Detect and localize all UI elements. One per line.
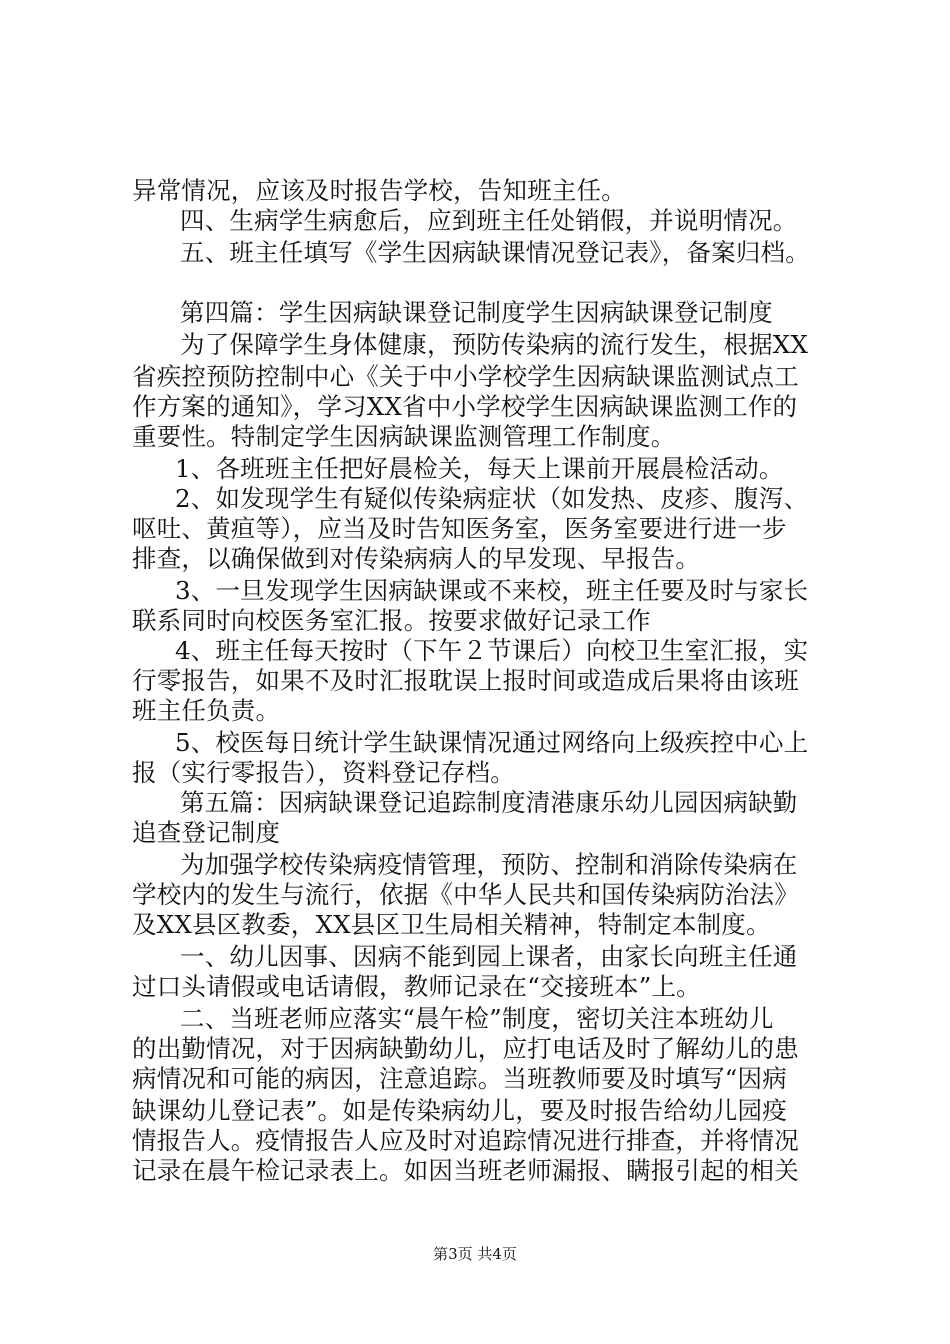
text-line: 4、班主任每天按时（下午２节课后）向校卫生室汇报，实 bbox=[175, 636, 809, 665]
text-line: 五、班主任填写《学生因病缺课情况登记表》，备案归档。 bbox=[180, 238, 810, 267]
text-line: 情报告人。疫情报告人应及时对追踪情况进行排查，并将情况 bbox=[132, 1126, 799, 1155]
text-line: 二、当班老师应落实“晨午检”制度，密切关注本班幼儿 bbox=[180, 1004, 774, 1033]
text-line: 记录在晨午检记录表上。如因当班老师漏报、瞒报引起的相关 bbox=[132, 1156, 799, 1185]
text-line: 1、各班班主任把好晨检关，每天上课前开展晨检活动。 bbox=[175, 454, 784, 483]
page-number-footer: 第3页 共4页 bbox=[433, 1245, 517, 1263]
text-line: 四、生病学生病愈后，应到班主任处销假，并说明情况。 bbox=[180, 206, 798, 235]
text-line: 班主任负责。 bbox=[132, 696, 281, 725]
section-heading-cont: 追查登记制度 bbox=[132, 818, 281, 847]
text-line: 省疾控预防控制中心《关于中小学校学生因病缺课监测试点工 bbox=[132, 362, 799, 391]
text-line: 为加强学校传染病疫情管理，预防、控制和消除传染病在 bbox=[180, 850, 798, 879]
text-line: 病情况和可能的病因，注意追踪。当班教师要及时填写“因病 bbox=[132, 1064, 787, 1093]
text-line: 联系同时向校医务室汇报。按要求做好记录工作 bbox=[132, 606, 651, 635]
text-line: 过口头请假或电话请假，教师记录在“交接班本”上。 bbox=[132, 972, 701, 1001]
text-line: 2、如发现学生有疑似传染病症状（如发热、皮疹、腹泻、 bbox=[175, 484, 809, 513]
text-line: 5、校医每日统计学生缺课情况通过网络向上级疾控中心上 bbox=[175, 728, 809, 757]
section-heading: 第五篇：因病缺课登记追踪制度清港康乐幼儿园因病缺勤 bbox=[180, 788, 798, 817]
text-line: 学校内的发生与流行，依据《中华人民共和国传染病防治法》 bbox=[132, 880, 799, 909]
text-line: 报（实行零报告），资料登记存档。 bbox=[132, 758, 515, 787]
text-line: 排查，以确保做到对传染病病人的早发现、早报告。 bbox=[132, 544, 701, 573]
text-line: 呕吐、黄疸等），应当及时告知医务室，医务室要进行进一步 bbox=[132, 514, 787, 543]
text-line: 重要性。特制定学生因病缺课监测管理工作制度。 bbox=[132, 422, 676, 451]
text-line: 一、幼儿因事、因病不能到园上课者，由家长向班主任通 bbox=[180, 942, 798, 971]
section-heading: 第四篇：学生因病缺课登记制度学生因病缺课登记制度 bbox=[180, 298, 773, 327]
text-line: 异常情况，应该及时报告学校，告知班主任。 bbox=[132, 176, 626, 205]
text-line: 及XX县区教委，XX县区卫生局相关精神，特制定本制度。 bbox=[132, 910, 771, 939]
text-line: 缺课幼儿登记表”。如是传染病幼儿，要及时报告给幼儿园疫 bbox=[132, 1096, 787, 1125]
text-line: 3、一旦发现学生因病缺课或不来校，班主任要及时与家长 bbox=[175, 576, 809, 605]
text-line: 行零报告，如果不及时汇报耽误上报时间或造成后果将由该班 bbox=[132, 666, 799, 695]
text-line: 作方案的通知》，学习XX省中小学校学生因病缺课监测工作的 bbox=[132, 392, 798, 421]
text-line: 的出勤情况，对于因病缺勤幼儿，应打电话及时了解幼儿的患 bbox=[132, 1034, 799, 1063]
text-line: 为了保障学生身体健康，预防传染病的流行发生，根据XX bbox=[180, 330, 809, 359]
